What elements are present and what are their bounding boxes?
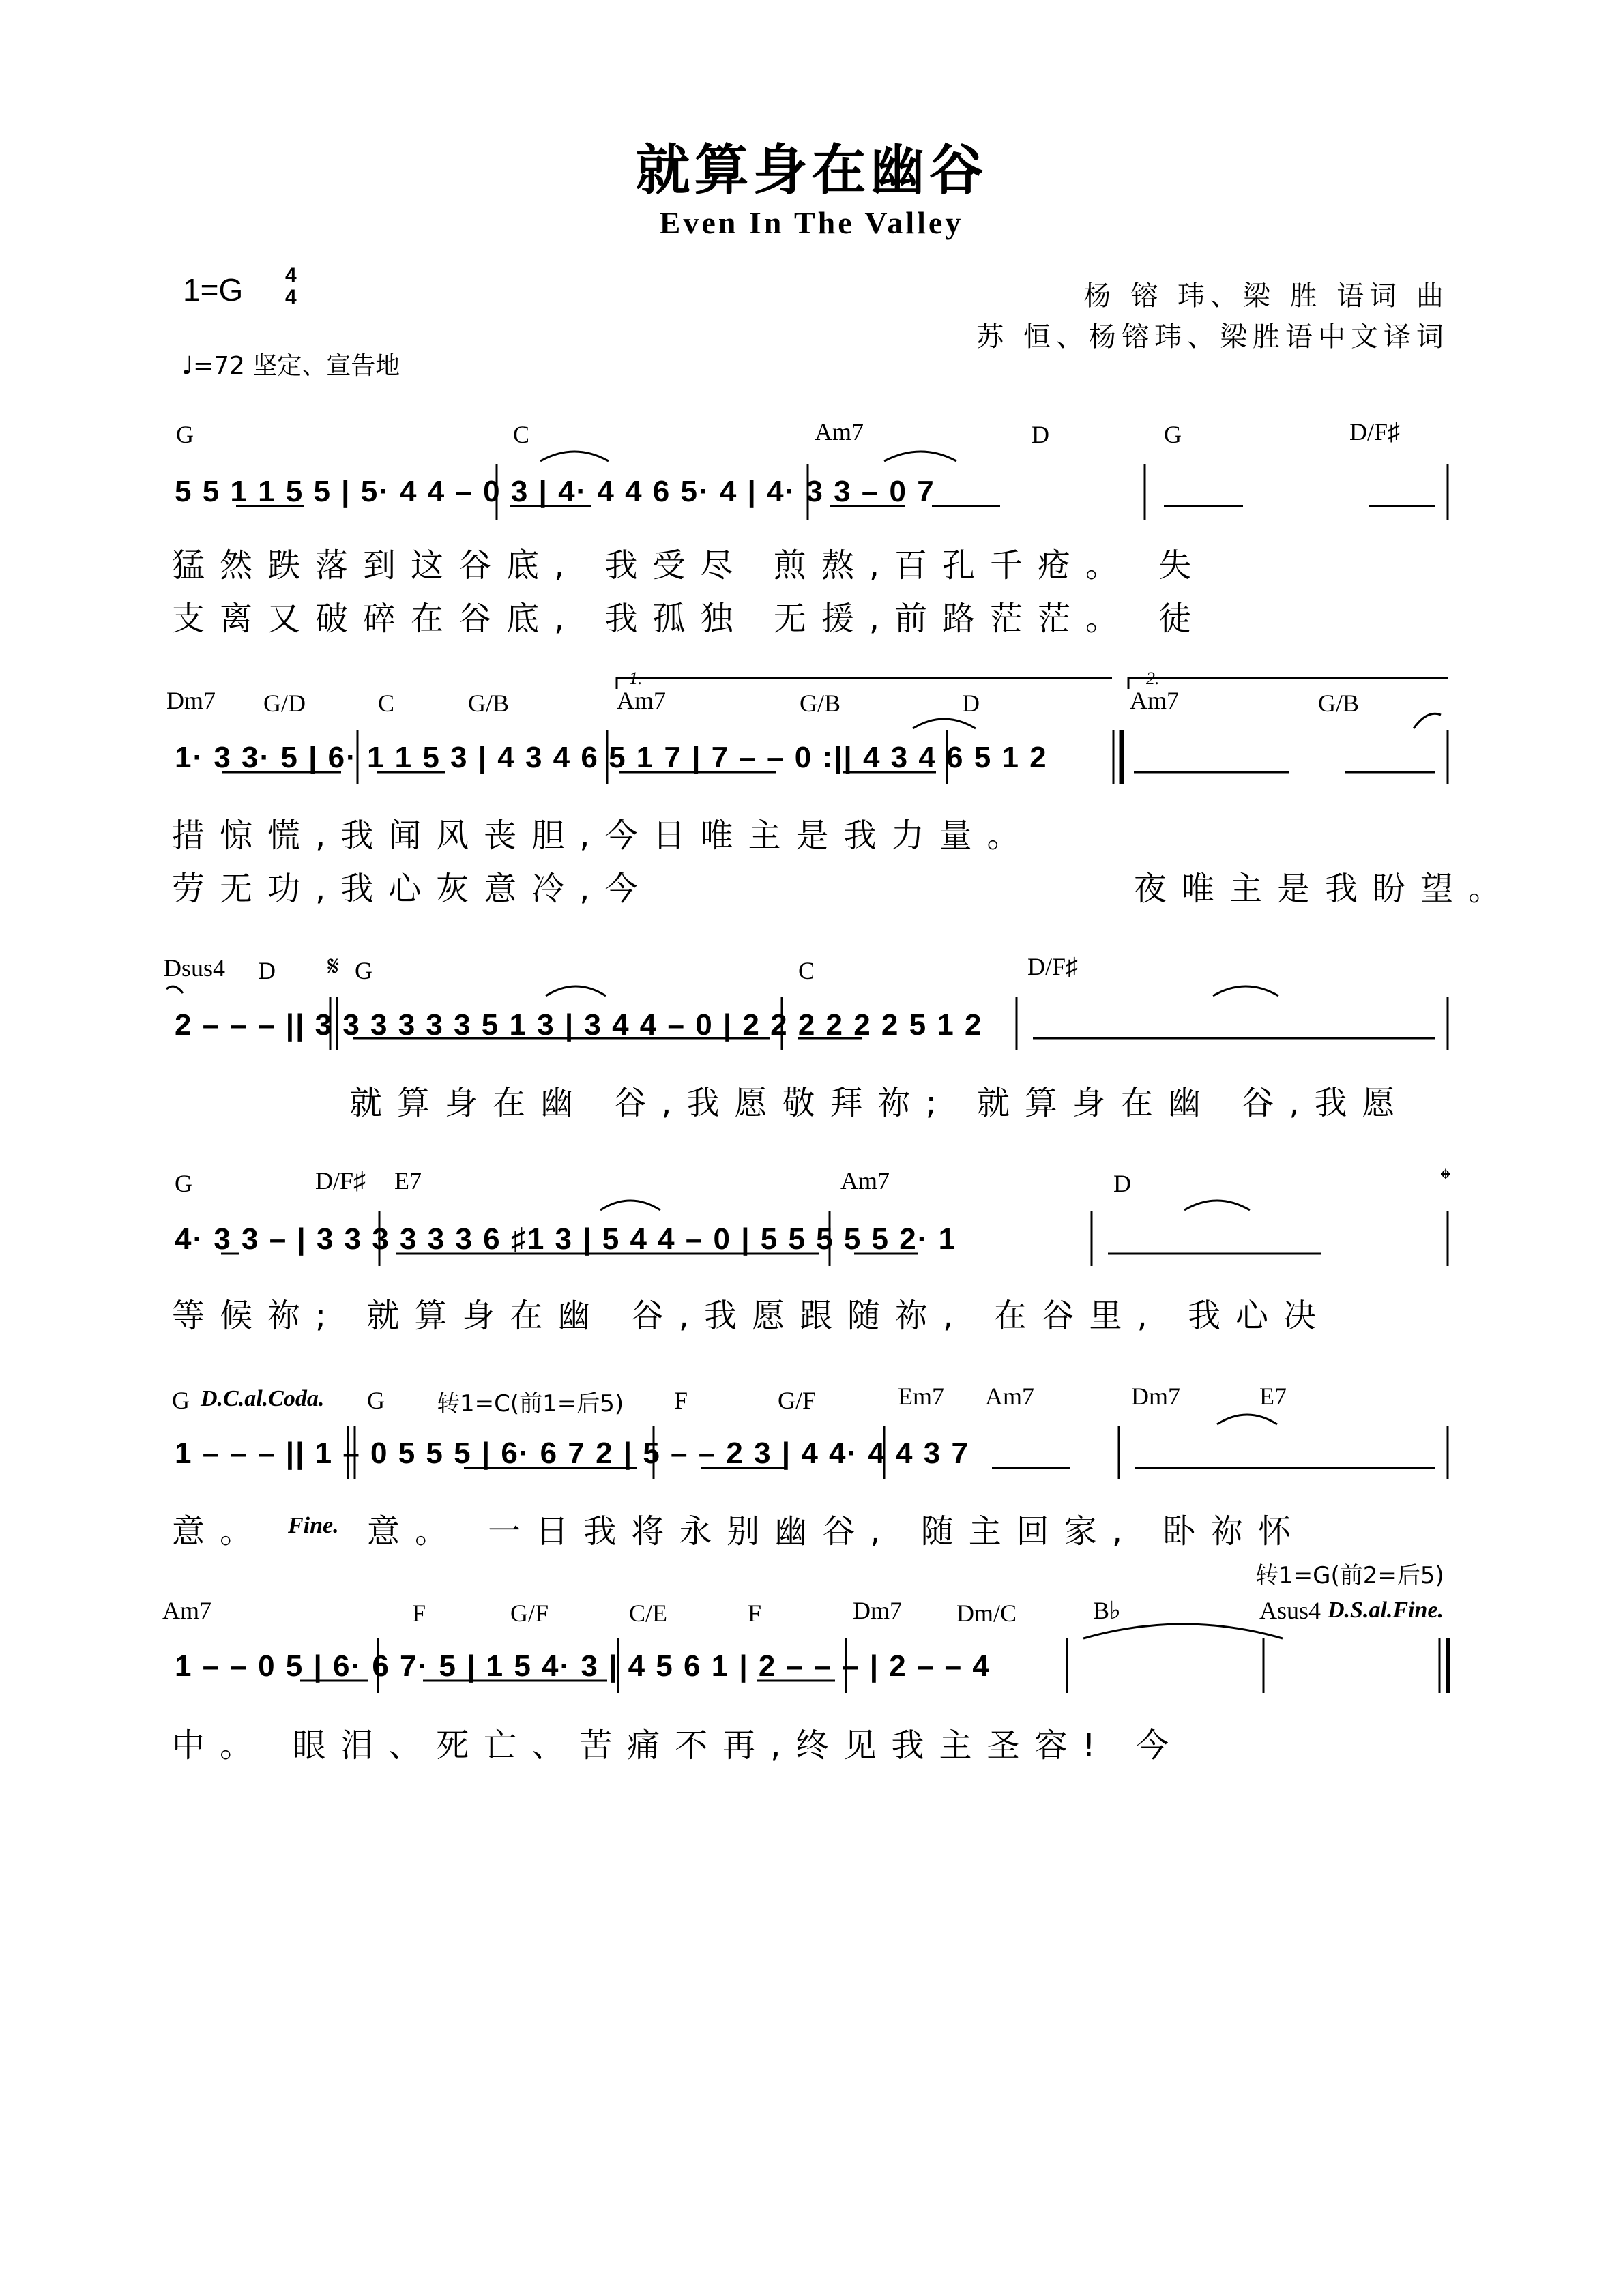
- chord: D/F♯: [1027, 953, 1079, 980]
- chord: Am7: [840, 1167, 890, 1194]
- lyric-verse-1: 意。 一日我将永别幽谷, 随主回家, 卧祢怀: [367, 1512, 1306, 1550]
- chord: Dm/C: [956, 1600, 1017, 1627]
- song-subtitle: Even In The Valley: [659, 205, 964, 240]
- chord: D/F♯: [315, 1167, 366, 1194]
- beam-underlines: [221, 506, 1435, 1681]
- lyric-verse-1: 等候祢; 就算身在幽 谷,我愿跟随祢, 在谷里, 我心决: [172, 1297, 1331, 1335]
- barlines: [330, 464, 1448, 1693]
- lyric-verse-1: 就算身在幽 谷,我愿敬拜祢; 就算身在幽 谷,我愿: [349, 1084, 1410, 1122]
- chord: Asus4: [1259, 1597, 1321, 1624]
- lyric-verse-2: 劳无功,我心灰意冷,今: [172, 870, 653, 908]
- coda-sign: 𝄌: [1441, 1164, 1450, 1195]
- dc-al-coda-mark: D.C.al.Coda.: [201, 1386, 325, 1411]
- credit-line-1: 杨 镕 玮、梁 胜 语词 曲: [1083, 280, 1449, 312]
- lyric-verse-1: 中。 眼泪、死亡、苦痛不再,终见我主圣容! 今: [172, 1726, 1184, 1765]
- tempo-marking: ♩=72 坚定、宣告地: [181, 352, 400, 380]
- chord: G: [355, 957, 372, 984]
- time-sig-top: 4: [285, 264, 297, 286]
- chord: C/E: [629, 1600, 668, 1627]
- chord: G: [175, 1170, 192, 1197]
- key-signature: 1=G: [183, 272, 244, 308]
- chord: G/F: [778, 1387, 817, 1414]
- chord: C: [798, 957, 815, 984]
- chord: Dsus4: [164, 954, 226, 982]
- volta-2-label: 2.: [1146, 668, 1160, 688]
- volta-1-label: 1.: [629, 668, 643, 688]
- chord: G: [176, 421, 194, 448]
- chord: G: [367, 1387, 385, 1414]
- slurs-and-ties: [166, 452, 1441, 1638]
- chord: Dm7: [853, 1597, 902, 1624]
- chord: G: [1164, 421, 1182, 448]
- lyric-verse-2-ending: 夜唯主是我盼望。: [1134, 870, 1517, 908]
- chord: F: [412, 1600, 426, 1627]
- modulation-mark: 转1=C(前1=后5): [437, 1390, 624, 1417]
- chord: G/D: [263, 690, 306, 717]
- chord: G/B: [1318, 690, 1360, 717]
- chord: G: [172, 1387, 190, 1414]
- chord: Am7: [162, 1597, 211, 1624]
- notation-line: 1· 3 3· 5 | 6· 1 1 5 3 | 4 3 4 6 5 1 7 | 7 – – 0 :|| 4 3 4 6 5 1 2: [175, 741, 1048, 774]
- chord: D: [1032, 421, 1049, 448]
- chord: Am7: [985, 1383, 1034, 1410]
- song-title: 就算身在幽谷: [635, 138, 988, 202]
- chord: G/F: [510, 1600, 549, 1627]
- time-sig-bottom: 4: [285, 286, 297, 308]
- lyric-verse-2: 支离又破碎在谷底, 我孤独 无援,前路茫茫。 徒: [172, 600, 1207, 638]
- chord: G/B: [468, 690, 510, 717]
- chord: Dm7: [1131, 1383, 1180, 1410]
- notation-line: 5 5 1 1 5 5 | 5· 4 4 – 0 3 | 4· 4 4 6 5· 4 | 4· 3 3 – 0 7: [175, 475, 935, 508]
- notation-line: 2 – – – || 3 3 3 3 3 3 5 1 3 | 3 4 4 – 0 | 2 2 2 2 2 2 5 1 2: [175, 1008, 983, 1042]
- ds-al-fine-mark: D.S.al.Fine.: [1328, 1598, 1444, 1623]
- chord: D/F♯: [1349, 418, 1401, 445]
- chord: Dm7: [166, 687, 216, 714]
- chord: E7: [1259, 1383, 1287, 1410]
- modulation-mark: 转1=G(前2=后5): [1255, 1562, 1444, 1589]
- credit-line-2: 苏 恒、杨镕玮、梁胜语中文译词: [976, 321, 1449, 353]
- fine-mark: Fine.: [288, 1513, 339, 1538]
- chord: G/B: [800, 690, 841, 717]
- chord: C: [513, 421, 530, 448]
- chord: C: [378, 690, 395, 717]
- segno-sign: 𝄋: [327, 951, 340, 982]
- notation-line: 1 – – 0 5 | 6· 6 7· 5 | 1 5 4· 3 | 4 5 6 1 | 2 – – – | 2 – – 4: [175, 1649, 991, 1683]
- chord: B♭: [1093, 1597, 1121, 1624]
- chord: F: [674, 1387, 688, 1414]
- lyric-verse-1: 意。: [172, 1512, 268, 1550]
- chord: E7: [394, 1167, 422, 1194]
- chord: Am7: [617, 687, 666, 714]
- chord: D: [962, 690, 980, 717]
- notation-line: 4· 3 3 – | 3 3 3 3 3 3 6 ♯1 3 | 5 4 4 – 0 | 5 5 5 5 5 2· 1: [175, 1222, 957, 1256]
- chord: D: [258, 957, 276, 984]
- chord: Em7: [898, 1383, 944, 1410]
- chord: D: [1113, 1170, 1131, 1197]
- lyric-verse-1: 猛然跌落到这谷底, 我受尽 煎熬,百孔千疮。 失: [172, 546, 1207, 585]
- notation-line: 1 – – – || 1 – 0 5 5 5 | 6· 6 7 2 | 5 – – 2 3 | 4 4· 4 4 3 7: [175, 1437, 969, 1470]
- lyric-verse-1: 措惊慌,我闻风丧胆,今日唯主是我力量。: [172, 816, 1035, 855]
- chord: Am7: [815, 418, 864, 445]
- volta-brackets: [617, 678, 1448, 689]
- chord: F: [748, 1600, 762, 1627]
- chord: Am7: [1130, 687, 1179, 714]
